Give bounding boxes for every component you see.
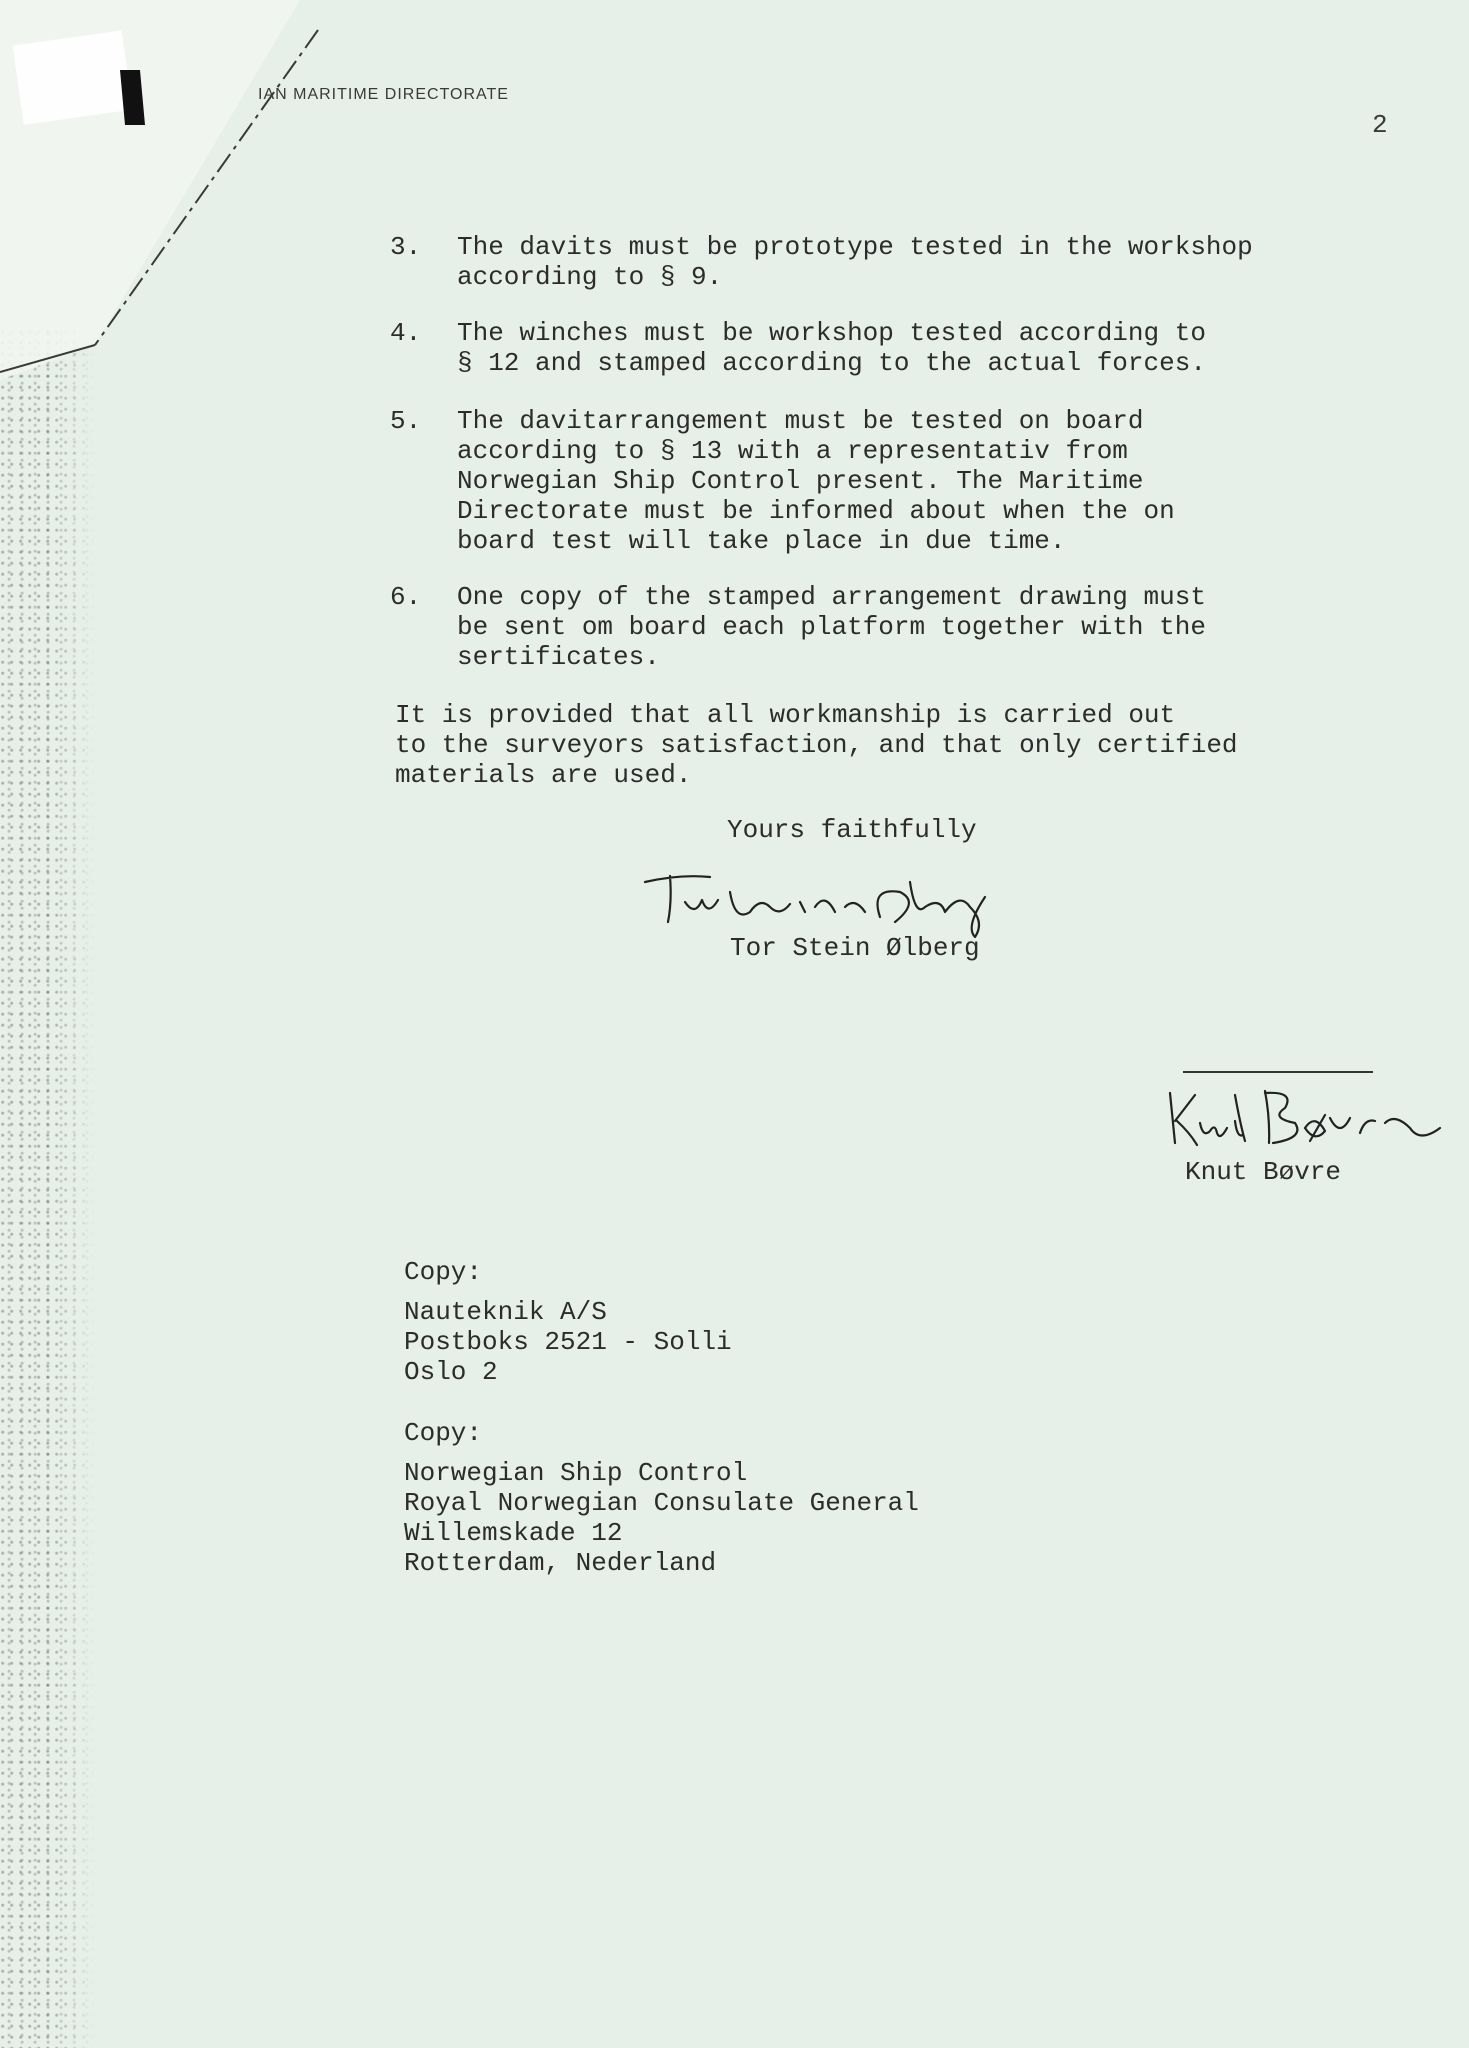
copy-address: Nauteknik A/S Postboks 2521 - Solli Oslo 2 <box>404 1297 732 1387</box>
copy-address: Norwegian Ship Control Royal Norwegian Consulate General Willemskade 12 Rotterdam, Nederland <box>404 1458 919 1578</box>
condition-item <box>390 318 1370 380</box>
signature-bovre <box>1165 1083 1455 1153</box>
salutation: Yours faithfully <box>727 815 977 845</box>
copy-label: Copy: <box>404 1418 483 1448</box>
copy-label: Copy: <box>404 1257 483 1287</box>
condition-item <box>390 582 1370 674</box>
signature-olberg <box>640 862 1010 942</box>
condition-text: The davits must be prototype tested in the workshop according to § 9. <box>457 232 1253 292</box>
condition-number: 5. <box>390 406 422 436</box>
page-number: 2 <box>1372 110 1388 140</box>
condition-text: The davitarrangement must be tested on board according to § 13 with a representativ from Norwegian Ship Control present. The Maritime Directorate must be informed about when the on board test will take place in due time. <box>457 406 1175 556</box>
closing-paragraph: It is provided that all workmanship is carried out to the surveyors satisfaction, and that only certified materials are used. <box>395 700 1238 790</box>
signatory-name: Tor Stein Ølberg <box>730 933 980 963</box>
signature-line <box>1183 1071 1373 1073</box>
scan-edge-noise <box>0 330 95 2048</box>
letterhead: IAN MARITIME DIRECTORATE <box>258 86 509 103</box>
condition-item <box>390 232 1370 294</box>
condition-number: 3. <box>390 232 422 262</box>
signatory-name: Knut Bøvre <box>1185 1157 1342 1187</box>
condition-number: 6. <box>390 582 422 612</box>
condition-number: 4. <box>390 318 422 348</box>
condition-text: The winches must be workshop tested according to § 12 and stamped according to the actual forces. <box>457 318 1206 378</box>
folded-corner <box>0 0 340 380</box>
condition-text: One copy of the stamped arrangement drawing must be sent om board each platform together with the sertificates. <box>457 582 1206 672</box>
condition-item <box>390 406 1370 558</box>
